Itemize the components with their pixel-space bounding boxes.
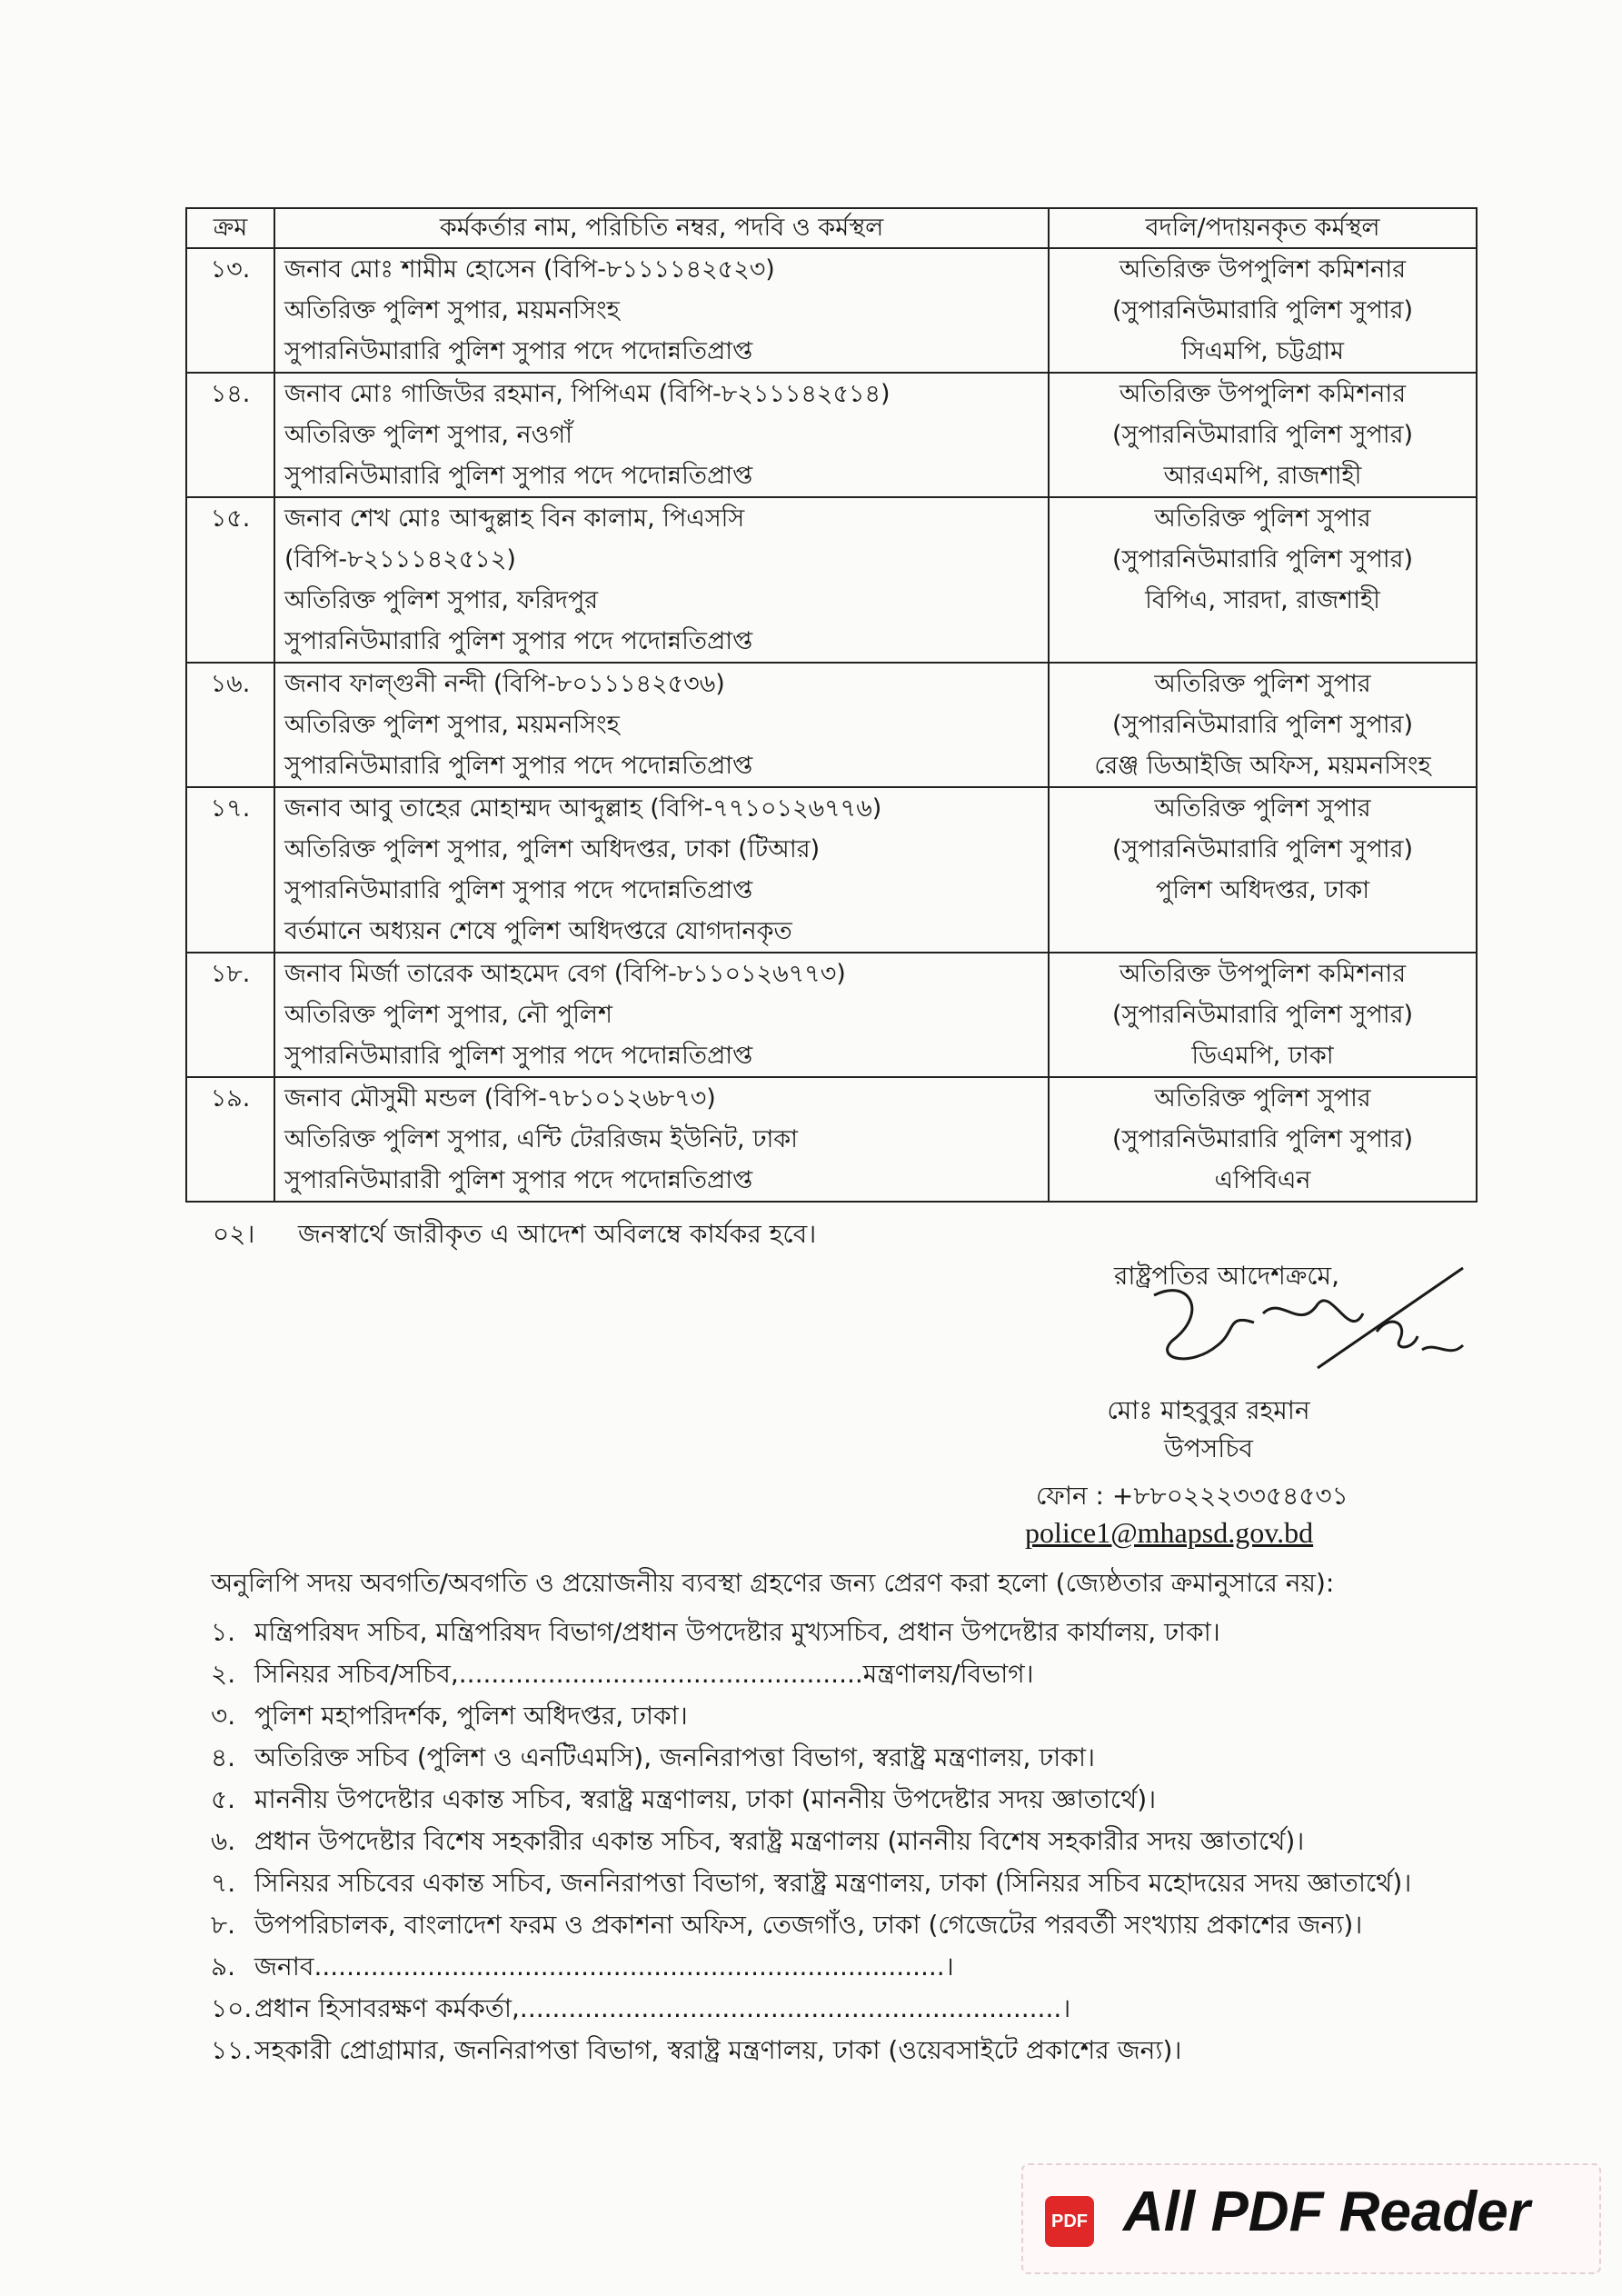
officer-cell (274, 497, 1049, 663)
officer-detail-line: বর্তমানে অধ্যয়ন শেষে পুলিশ অধিদপ্তরে যোগদানকৃত (284, 917, 792, 945)
copy-list-item (211, 1904, 1411, 1946)
officer-detail-line: জনাব শেখ মোঃ আব্দুল্লাহ বিন কালাম, পিএসসি (284, 504, 745, 533)
officer-detail-line: সুপারনিউমারারী পুলিশ সুপার পদে পদোন্নতিপ্রাপ্ত (284, 1166, 753, 1194)
copy-intro: অনুলিপি সদয় অবগতি/অবগতি ও প্রয়োজনীয় ব্যবস্থা গ্রহণের জন্য প্রেরণ করা হলো (জ্যেষ্ঠতার ক্রমানুসারে নয়): (211, 1568, 1335, 1598)
header-serial: ক্রম (186, 208, 274, 248)
copy-item-text: জনাব..............................................................................। (254, 1952, 954, 1982)
row-serial: ১৭. (186, 787, 274, 953)
table-header-row (186, 208, 1477, 248)
officer-detail-line: অতিরিক্ত পুলিশ সুপার, নওগাঁ (284, 421, 573, 449)
officer-detail-line: সুপারনিউমারারি পুলিশ সুপার পদে পদোন্নতিপ্রাপ্ত (284, 337, 753, 365)
posting-detail-line: অতিরিক্ত পুলিশ সুপার (1154, 794, 1371, 823)
officer-detail-line: সুপারনিউমারারি পুলিশ সুপার পদে পদোন্নতিপ্রাপ্ত (284, 1042, 753, 1070)
posting-detail-line: (সুপারনিউমারারি পুলিশ সুপার) (1111, 711, 1414, 739)
officer-detail-line: জনাব মোঃ শামীম হোসেন (বিপি-৮১১১১৪২৫২৩) (284, 255, 775, 284)
app-watermark (1021, 2163, 1601, 2274)
officer-detail-line: অতিরিক্ত পুলিশ সুপার, ফরিদপুর (284, 586, 599, 614)
posting-detail-line: (সুপারনিউমারারি পুলিশ সুপার) (1111, 1001, 1414, 1029)
posting-cell (1049, 1077, 1477, 1202)
posting-detail-line: (সুপারনিউমারারি পুলিশ সুপার) (1111, 421, 1414, 449)
posting-cell (1049, 663, 1477, 787)
table-row (186, 953, 1477, 1077)
officer-detail-line: অতিরিক্ত পুলিশ সুপার, নৌ পুলিশ (284, 1001, 613, 1029)
copy-list-item (211, 1612, 1411, 1653)
officer-cell (274, 1077, 1049, 1202)
officer-cell (274, 373, 1049, 497)
signatory-phone: ফোন : +৮৮০২২২৩৩৫৪৫৩১ (1036, 1481, 1348, 1511)
officer-detail-line: সুপারনিউমারারি পুলিশ সুপার পদে পদোন্নতিপ্রাপ্ত (284, 627, 753, 655)
copy-item-number: ৮. (211, 1910, 236, 1940)
posting-cell (1049, 953, 1477, 1077)
officer-detail-line: জনাব মোঃ গাজিউর রহমান, পিপিএম (বিপি-৮২১১১৪২৫১৪) (284, 380, 891, 408)
posting-detail-line: এপিবিএন (1214, 1166, 1311, 1194)
officer-detail-line: সুপারনিউমারারি পুলিশ সুপার পদে পদোন্নতিপ্রাপ্ত (284, 752, 753, 780)
transfer-table-container (185, 207, 1478, 1203)
copy-list-item (211, 2030, 1411, 2071)
officer-detail-line: সুপারনিউমারারি পুলিশ সুপার পদে পদোন্নতিপ্রাপ্ত (284, 876, 753, 904)
copy-item-text: মাননীয় উপদেষ্টার একান্ত সচিব, স্বরাষ্ট্র মন্ত্রণালয়, ঢাকা (মাননীয় উপদেষ্টার সদয় জ্ঞাতার্থে)। (254, 1784, 1157, 1814)
officer-detail-line: (বিপি-৮২১১১৪২৫১২) (284, 545, 516, 574)
officer-cell (274, 663, 1049, 787)
copy-item-number: ১০. (211, 1993, 253, 2023)
officer-detail-line: জনাব আবু তাহের মোহাম্মদ আব্দুল্লাহ (বিপি-৭৭১০১২৬৭৭৬) (284, 794, 882, 823)
copy-list-item (211, 1988, 1411, 2030)
copy-item-number: ৫. (211, 1784, 236, 1814)
row-serial: ১৮. (186, 953, 274, 1077)
posting-detail-line: (সুপারনিউমারারি পুলিশ সুপার) (1111, 296, 1414, 324)
officer-detail-line: সুপারনিউমারারি পুলিশ সুপার পদে পদোন্নতিপ্রাপ্ত (284, 462, 753, 490)
signatory-email: police1@mhapsd.gov.bd (1025, 1516, 1314, 1549)
copy-list-item (211, 1862, 1411, 1904)
copy-item-number: ৯. (211, 1952, 236, 1982)
posting-detail-line: অতিরিক্ত পুলিশ সুপার (1154, 1084, 1371, 1113)
officer-detail-line: অতিরিক্ত পুলিশ সুপার, পুলিশ অধিদপ্তর, ঢাকা (টিআর) (284, 835, 821, 863)
app-brand-name: All PDF Reader (1123, 2181, 1530, 2243)
table-row (186, 497, 1477, 663)
officer-detail-line: অতিরিক্ত পুলিশ সুপার, এন্টি টেররিজম ইউনিট, ঢাকা (284, 1125, 799, 1153)
posting-detail-line: (সুপারনিউমারারি পুলিশ সুপার) (1111, 545, 1414, 574)
copy-item-number: ১. (211, 1617, 236, 1647)
copy-list (211, 1612, 1411, 2071)
copy-list-item (211, 1737, 1411, 1779)
copy-list-item (211, 1821, 1411, 1862)
table-row (186, 787, 1477, 953)
posting-detail-line: অতিরিক্ত পুলিশ সুপার (1154, 670, 1371, 698)
posting-detail-line: অতিরিক্ত উপপুলিশ কমিশনার (1119, 255, 1407, 284)
copy-item-number: ৬. (211, 1826, 236, 1856)
row-serial: ১৪. (186, 373, 274, 497)
posting-detail-line: অতিরিক্ত উপপুলিশ কমিশনার (1119, 380, 1407, 408)
officer-cell (274, 248, 1049, 373)
posting-detail-line: রেঞ্জ ডিআইজি অফিস, ময়মনসিংহ (1094, 752, 1431, 780)
officer-detail-line: অতিরিক্ত পুলিশ সুপার, ময়মনসিংহ (284, 711, 620, 739)
row-serial: ১৯. (186, 1077, 274, 1202)
table-row (186, 663, 1477, 787)
signatory-name: মোঃ মাহবুবুর রহমান (1107, 1395, 1310, 1425)
copy-item-number: ৩. (211, 1701, 236, 1731)
paragraph-number: ০২। (213, 1219, 255, 1249)
officer-detail-line: জনাব মির্জা তারেক আহমেদ বেগ (বিপি-৮১১০১২৬৭৭৩) (284, 960, 846, 988)
order-paragraph (213, 1214, 816, 1257)
posting-detail-line: পুলিশ অধিদপ্তর, ঢাকা (1155, 876, 1370, 904)
copy-item-text: পুলিশ মহাপরিদর্শক, পুলিশ অধিদপ্তর, ঢাকা। (254, 1701, 688, 1731)
posting-detail-line: ডিএমপি, ঢাকা (1191, 1042, 1334, 1070)
copy-item-number: ২. (211, 1659, 236, 1689)
table-row (186, 1077, 1477, 1202)
posting-detail-line: বিপিএ, সারদা, রাজশাহী (1145, 586, 1380, 614)
header-officer: কর্মকর্তার নাম, পরিচিতি নম্বর, পদবি ও কর্মস্থল (274, 208, 1049, 248)
transfer-table (185, 207, 1478, 1203)
copy-list-item (211, 1695, 1411, 1737)
copy-item-number: ৭. (211, 1868, 236, 1898)
copy-list-item (211, 1779, 1411, 1821)
signatory-designation: উপসচিব (1163, 1433, 1254, 1463)
copy-item-text: সহকারী প্রোগ্রামার, জননিরাপত্তা বিভাগ, স্বরাষ্ট্র মন্ত্রণালয়, ঢাকা (ওয়েবসাইটে প্রকাশের জন্য)। (254, 2035, 1182, 2065)
table-row (186, 373, 1477, 497)
posting-detail-line: (সুপারনিউমারারি পুলিশ সুপার) (1111, 1125, 1414, 1153)
officer-cell (274, 953, 1049, 1077)
copy-item-text: উপপরিচালক, বাংলাদেশ ফরম ও প্রকাশনা অফিস, তেজগাঁও, ঢাকা (গেজেটের পরবর্তী সংখ্যায় প্রকাশের জন্য)। (254, 1910, 1363, 1940)
copy-item-text: সিনিয়র সচিব/সচিব,..................................................মন্ত্রণালয়/বিভাগ। (254, 1659, 1034, 1689)
officer-detail-line: অতিরিক্ত পুলিশ সুপার, ময়মনসিংহ (284, 296, 620, 324)
officer-cell (274, 787, 1049, 953)
paragraph-text: জনস্বার্থে জারীকৃত এ আদেশ অবিলম্বে কার্যকর হবে। (298, 1219, 817, 1249)
copy-list-item (211, 1653, 1411, 1695)
copy-item-text: সিনিয়র সচিবের একান্ত সচিব, জননিরাপত্তা বিভাগ, স্বরাষ্ট্র মন্ত্রণালয়, ঢাকা (সিনিয়র সচিব মহোদয়ের সদয় জ্ঞাতার্থে)। (254, 1868, 1412, 1898)
posting-detail-line: (সুপারনিউমারারি পুলিশ সুপার) (1111, 835, 1414, 863)
copy-list-item (211, 1946, 1411, 1988)
table-row (186, 248, 1477, 373)
copy-item-number: ১১. (211, 2035, 253, 2065)
posting-detail-line: আরএমপি, রাজশাহী (1163, 462, 1362, 490)
copy-item-text: প্রধান হিসাবরক্ষণ কর্মকর্তা,...................................................................। (254, 1993, 1071, 2023)
by-order-line: রাষ্ট্রপতির আদেশক্রমে, (1114, 1261, 1339, 1291)
posting-detail-line: অতিরিক্ত উপপুলিশ কমিশনার (1119, 960, 1407, 988)
posting-detail-line: অতিরিক্ত পুলিশ সুপার (1154, 504, 1371, 533)
copy-item-text: অতিরিক্ত সচিব (পুলিশ ও এনটিএমসি), জননিরাপত্তা বিভাগ, স্বরাষ্ট্র মন্ত্রণালয়, ঢাকা। (254, 1742, 1095, 1772)
copy-item-text: মন্ত্রিপরিষদ সচিব, মন্ত্রিপরিষদ বিভাগ/প্রধান উপদেষ্টার মুখ্যসচিব, প্রধান উপদেষ্টার কার্যালয়, ঢাকা। (254, 1617, 1220, 1647)
row-serial: ১৩. (186, 248, 274, 373)
officer-detail-line: জনাব মৌসুমী মন্ডল (বিপি-৭৮১০১২৬৮৭৩) (284, 1084, 716, 1113)
officer-detail-line: জনাব ফাল্গুনী নন্দী (বিপি-৮০১১১৪২৫৩৬) (284, 670, 725, 698)
copy-item-number: ৪. (211, 1742, 236, 1772)
row-serial: ১৫. (186, 497, 274, 663)
posting-cell (1049, 248, 1477, 373)
pdf-icon: PDF (1045, 2196, 1094, 2247)
posting-cell (1049, 373, 1477, 497)
header-posting: বদলি/পদায়নকৃত কর্মস্থল (1049, 208, 1477, 248)
copy-item-text: প্রধান উপদেষ্টার বিশেষ সহকারীর একান্ত সচিব, স্বরাষ্ট্র মন্ত্রণালয় (মাননীয় বিশেষ সহকারীর সদয় জ্ঞাতার্থে)। (254, 1826, 1305, 1856)
row-serial: ১৬. (186, 663, 274, 787)
posting-cell (1049, 787, 1477, 953)
posting-detail-line: সিএমপি, চট্টগ্রাম (1181, 337, 1344, 365)
posting-cell (1049, 497, 1477, 663)
